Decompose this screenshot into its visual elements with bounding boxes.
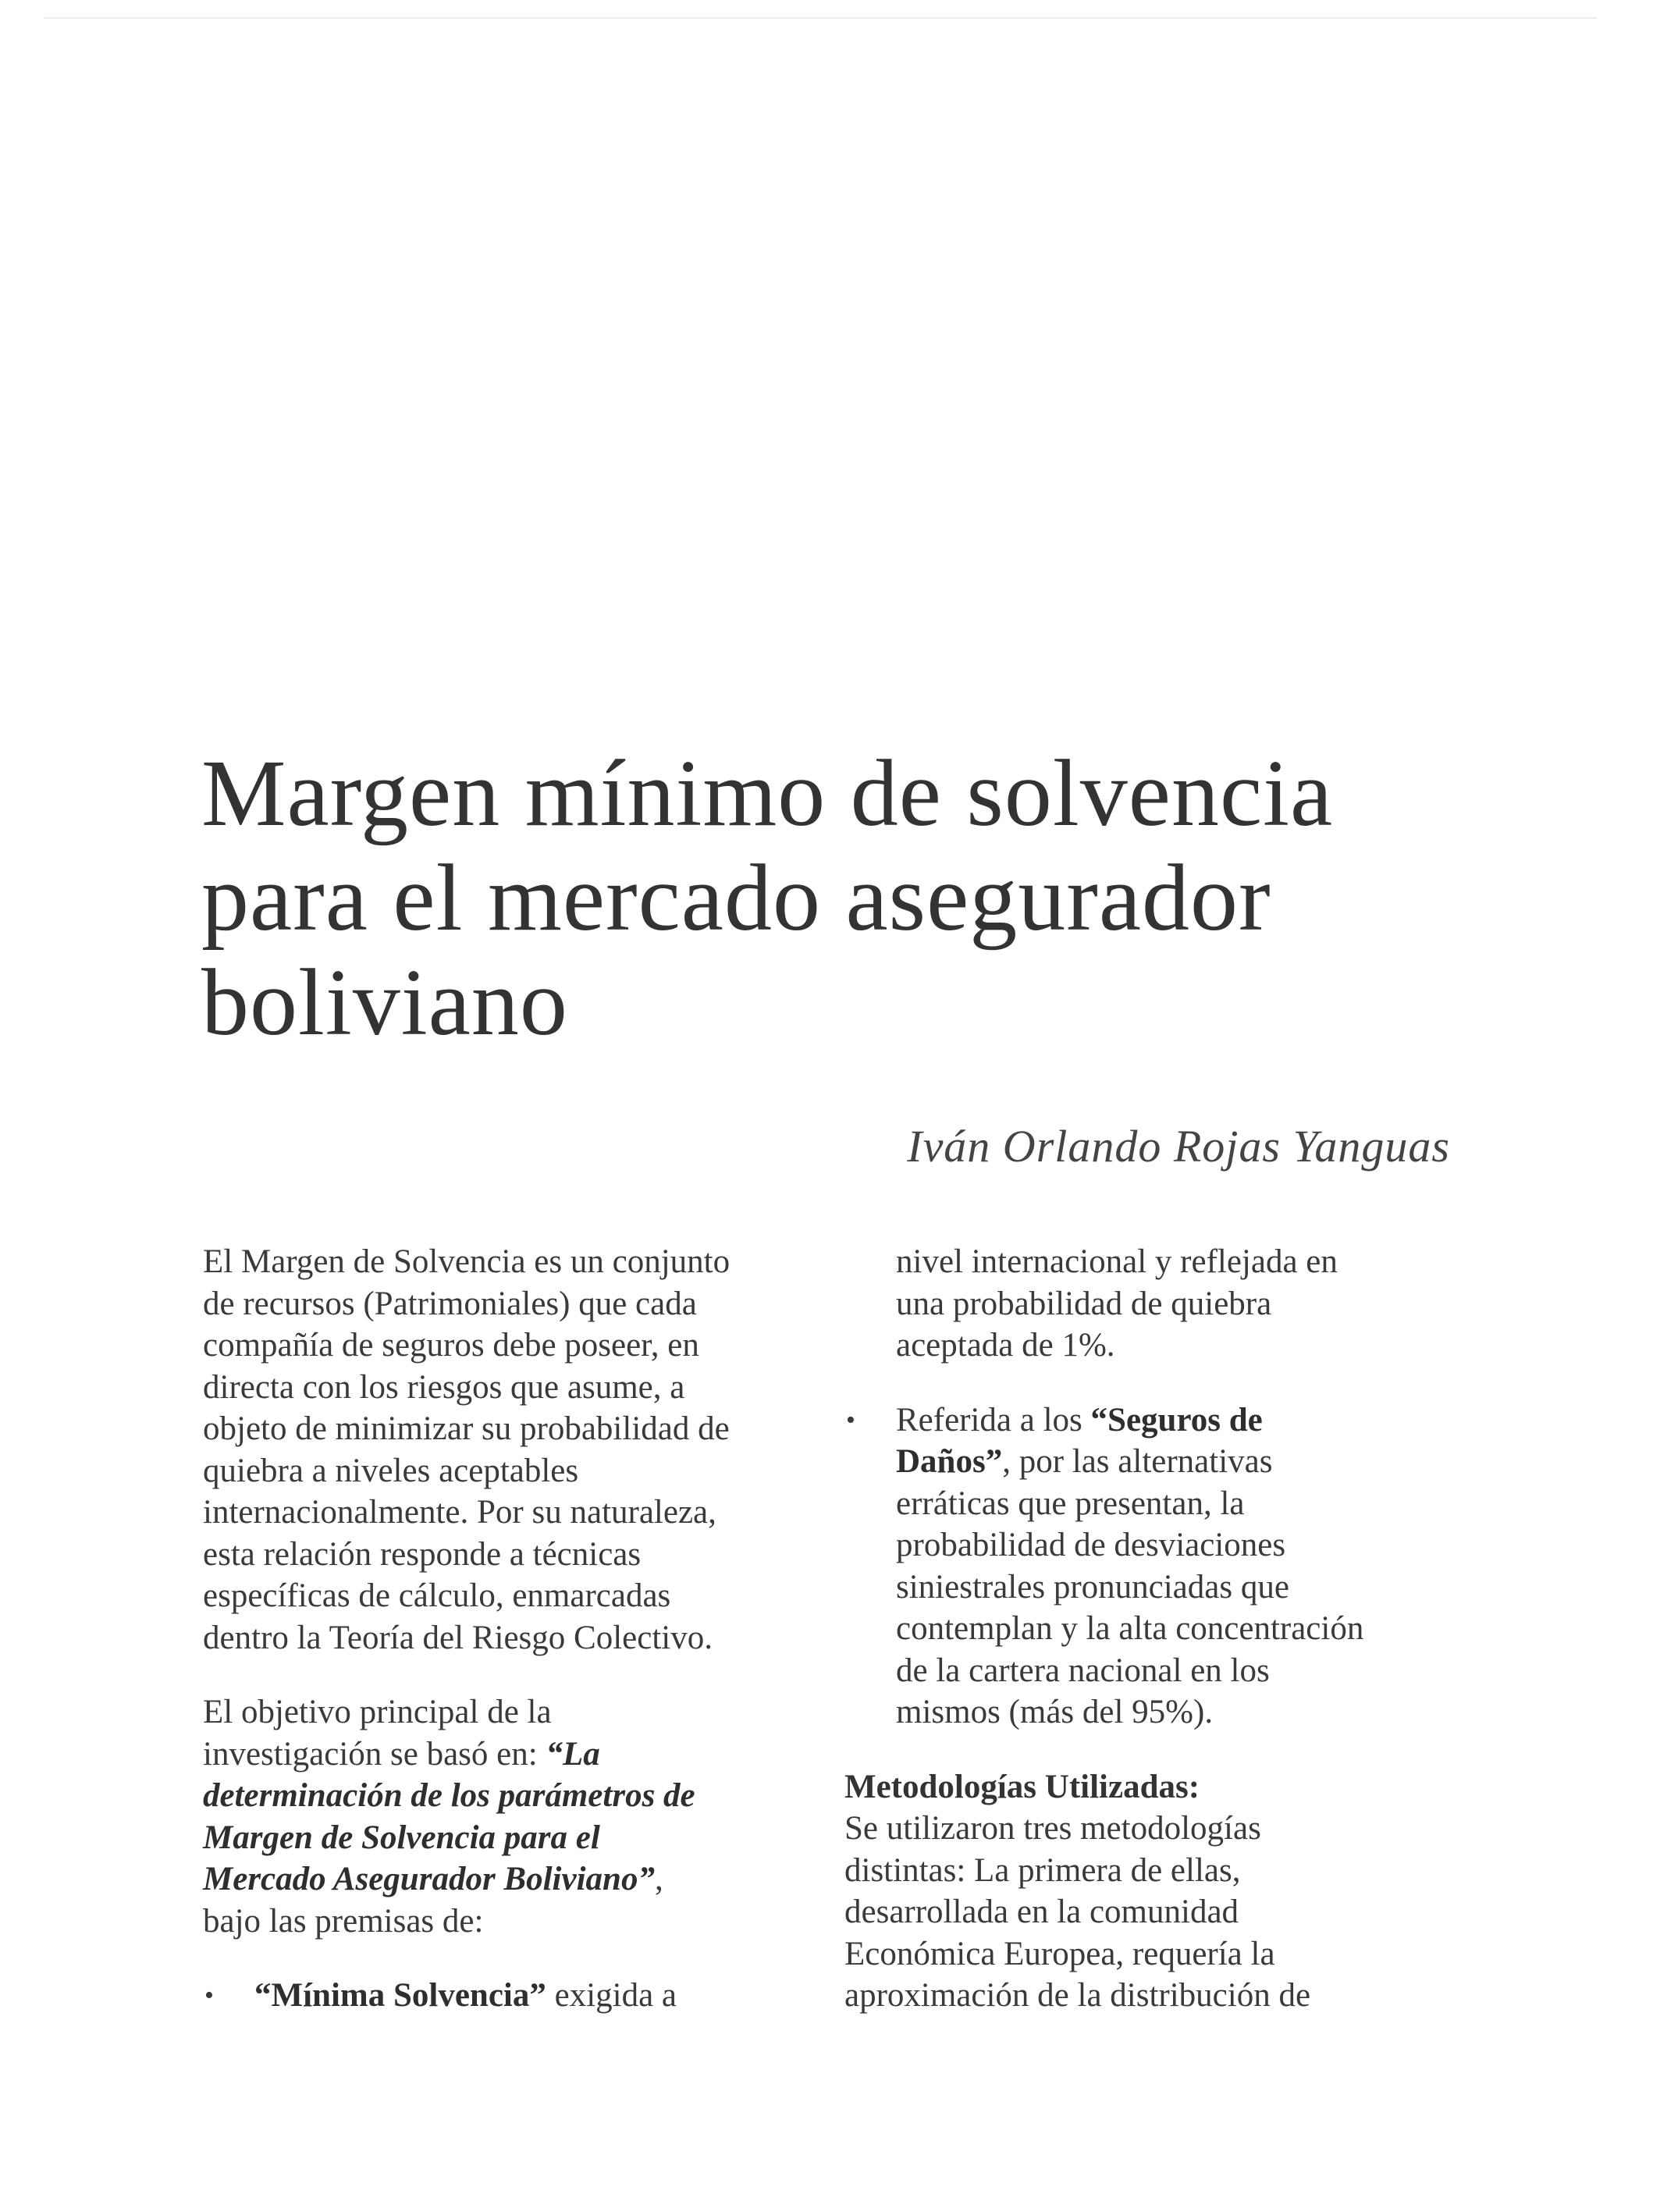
text-line: compañía de seguros debe poseer, en xyxy=(203,1327,699,1364)
left-column xyxy=(203,1241,812,2017)
text-line: distintas: La primera de ellas, xyxy=(844,1851,1241,1889)
author-name: Iván Orlando Rojas Yanguas xyxy=(907,1121,1450,1172)
text-line: Económica Europea, requería la xyxy=(844,1935,1275,1972)
bullet-continuation xyxy=(844,1241,1461,1367)
text-line: probabilidad de desviaciones xyxy=(896,1527,1286,1563)
text-line xyxy=(203,1734,812,1776)
text-line: esta relación responde a técnicas xyxy=(203,1535,642,1573)
bold-term: “Seguros de xyxy=(1090,1401,1263,1439)
emphasis-line: Margen de Solvencia para el xyxy=(203,1819,600,1856)
text-segment: investigación se basó en: xyxy=(203,1735,546,1773)
text-line: de la cartera nacional en los xyxy=(896,1652,1270,1689)
text-segment: Referida a los xyxy=(896,1401,1091,1439)
text-line: El Margen de Solvencia es un conjunto xyxy=(203,1243,731,1280)
paragraph-gap xyxy=(203,1659,812,1691)
text-line xyxy=(203,1858,812,1901)
text-line: objeto de minimizar su probabilidad de xyxy=(203,1410,730,1447)
text-line: bajo las premisas de: xyxy=(203,1902,484,1940)
text-line xyxy=(896,1441,1461,1483)
title-line: Margen mínimo de solvencia xyxy=(201,741,1334,846)
text-line: internacionalmente. Por su naturaleza, xyxy=(203,1494,716,1531)
paragraph-gap xyxy=(844,1734,1461,1766)
methodology-section xyxy=(844,1766,1461,2017)
objective-paragraph xyxy=(203,1691,812,1942)
text-line: una probabilidad de quiebra xyxy=(896,1285,1272,1322)
text-line: aproximación de la distribución de xyxy=(844,1977,1311,2014)
top-edge-rule xyxy=(44,17,1597,19)
bullet-item-seguros-de-danos xyxy=(844,1399,1461,1734)
text-line: de recursos (Patrimoniales) que cada xyxy=(203,1285,697,1322)
right-column xyxy=(844,1241,1461,2017)
text-line xyxy=(254,1975,812,2017)
bullet-icon: • xyxy=(204,1981,214,2010)
bold-term: “Mínima Solvencia” xyxy=(254,1977,546,2014)
text-line: directa con los riesgos que asume, a xyxy=(203,1368,685,1406)
text-segment: , por las alternativas xyxy=(1002,1443,1273,1480)
text-line: Se utilizaron tres metodologías xyxy=(844,1810,1261,1847)
emphasis-text: “La xyxy=(546,1735,600,1773)
intro-paragraph xyxy=(203,1241,812,1659)
emphasis-text: Mercado Asegurador Boliviano” xyxy=(203,1861,655,1897)
text-segment: exigida a xyxy=(546,1977,677,2014)
text-line: mismos (más del 95%). xyxy=(896,1694,1214,1730)
title-line: boliviano xyxy=(201,950,568,1055)
text-line xyxy=(896,1399,1461,1442)
text-line: nivel internacional y reflejada en xyxy=(896,1243,1338,1280)
text-line: aceptada de 1%. xyxy=(896,1327,1115,1364)
emphasis-line: determinación de los parámetros de xyxy=(203,1777,695,1814)
text-line: específicas de cálculo, enmarcadas xyxy=(203,1577,671,1614)
text-line: erráticas que presentan, la xyxy=(896,1485,1245,1522)
text-segment: , xyxy=(654,1861,663,1897)
bullet-item-minima-solvencia xyxy=(203,1975,812,2017)
text-line: dentro la Teoría del Riesgo Colectivo. xyxy=(203,1619,713,1656)
bold-term: Daños” xyxy=(896,1443,1003,1480)
text-line: El objetivo principal de la xyxy=(203,1694,552,1730)
text-line: siniestrales pronunciadas que xyxy=(896,1568,1289,1606)
text-line: quiebra a niveles aceptables xyxy=(203,1452,579,1489)
paragraph-gap xyxy=(844,1367,1461,1399)
title-line: para el mercado asegurador xyxy=(201,845,1271,951)
section-heading: Metodologías Utilizadas: xyxy=(844,1768,1200,1805)
bullet-icon: • xyxy=(846,1405,855,1435)
article-title xyxy=(201,741,1528,1055)
text-line: contemplan y la alta concentración xyxy=(896,1610,1364,1647)
paragraph-gap xyxy=(203,1942,812,1975)
text-line: desarrollada en la comunidad xyxy=(844,1894,1239,1930)
